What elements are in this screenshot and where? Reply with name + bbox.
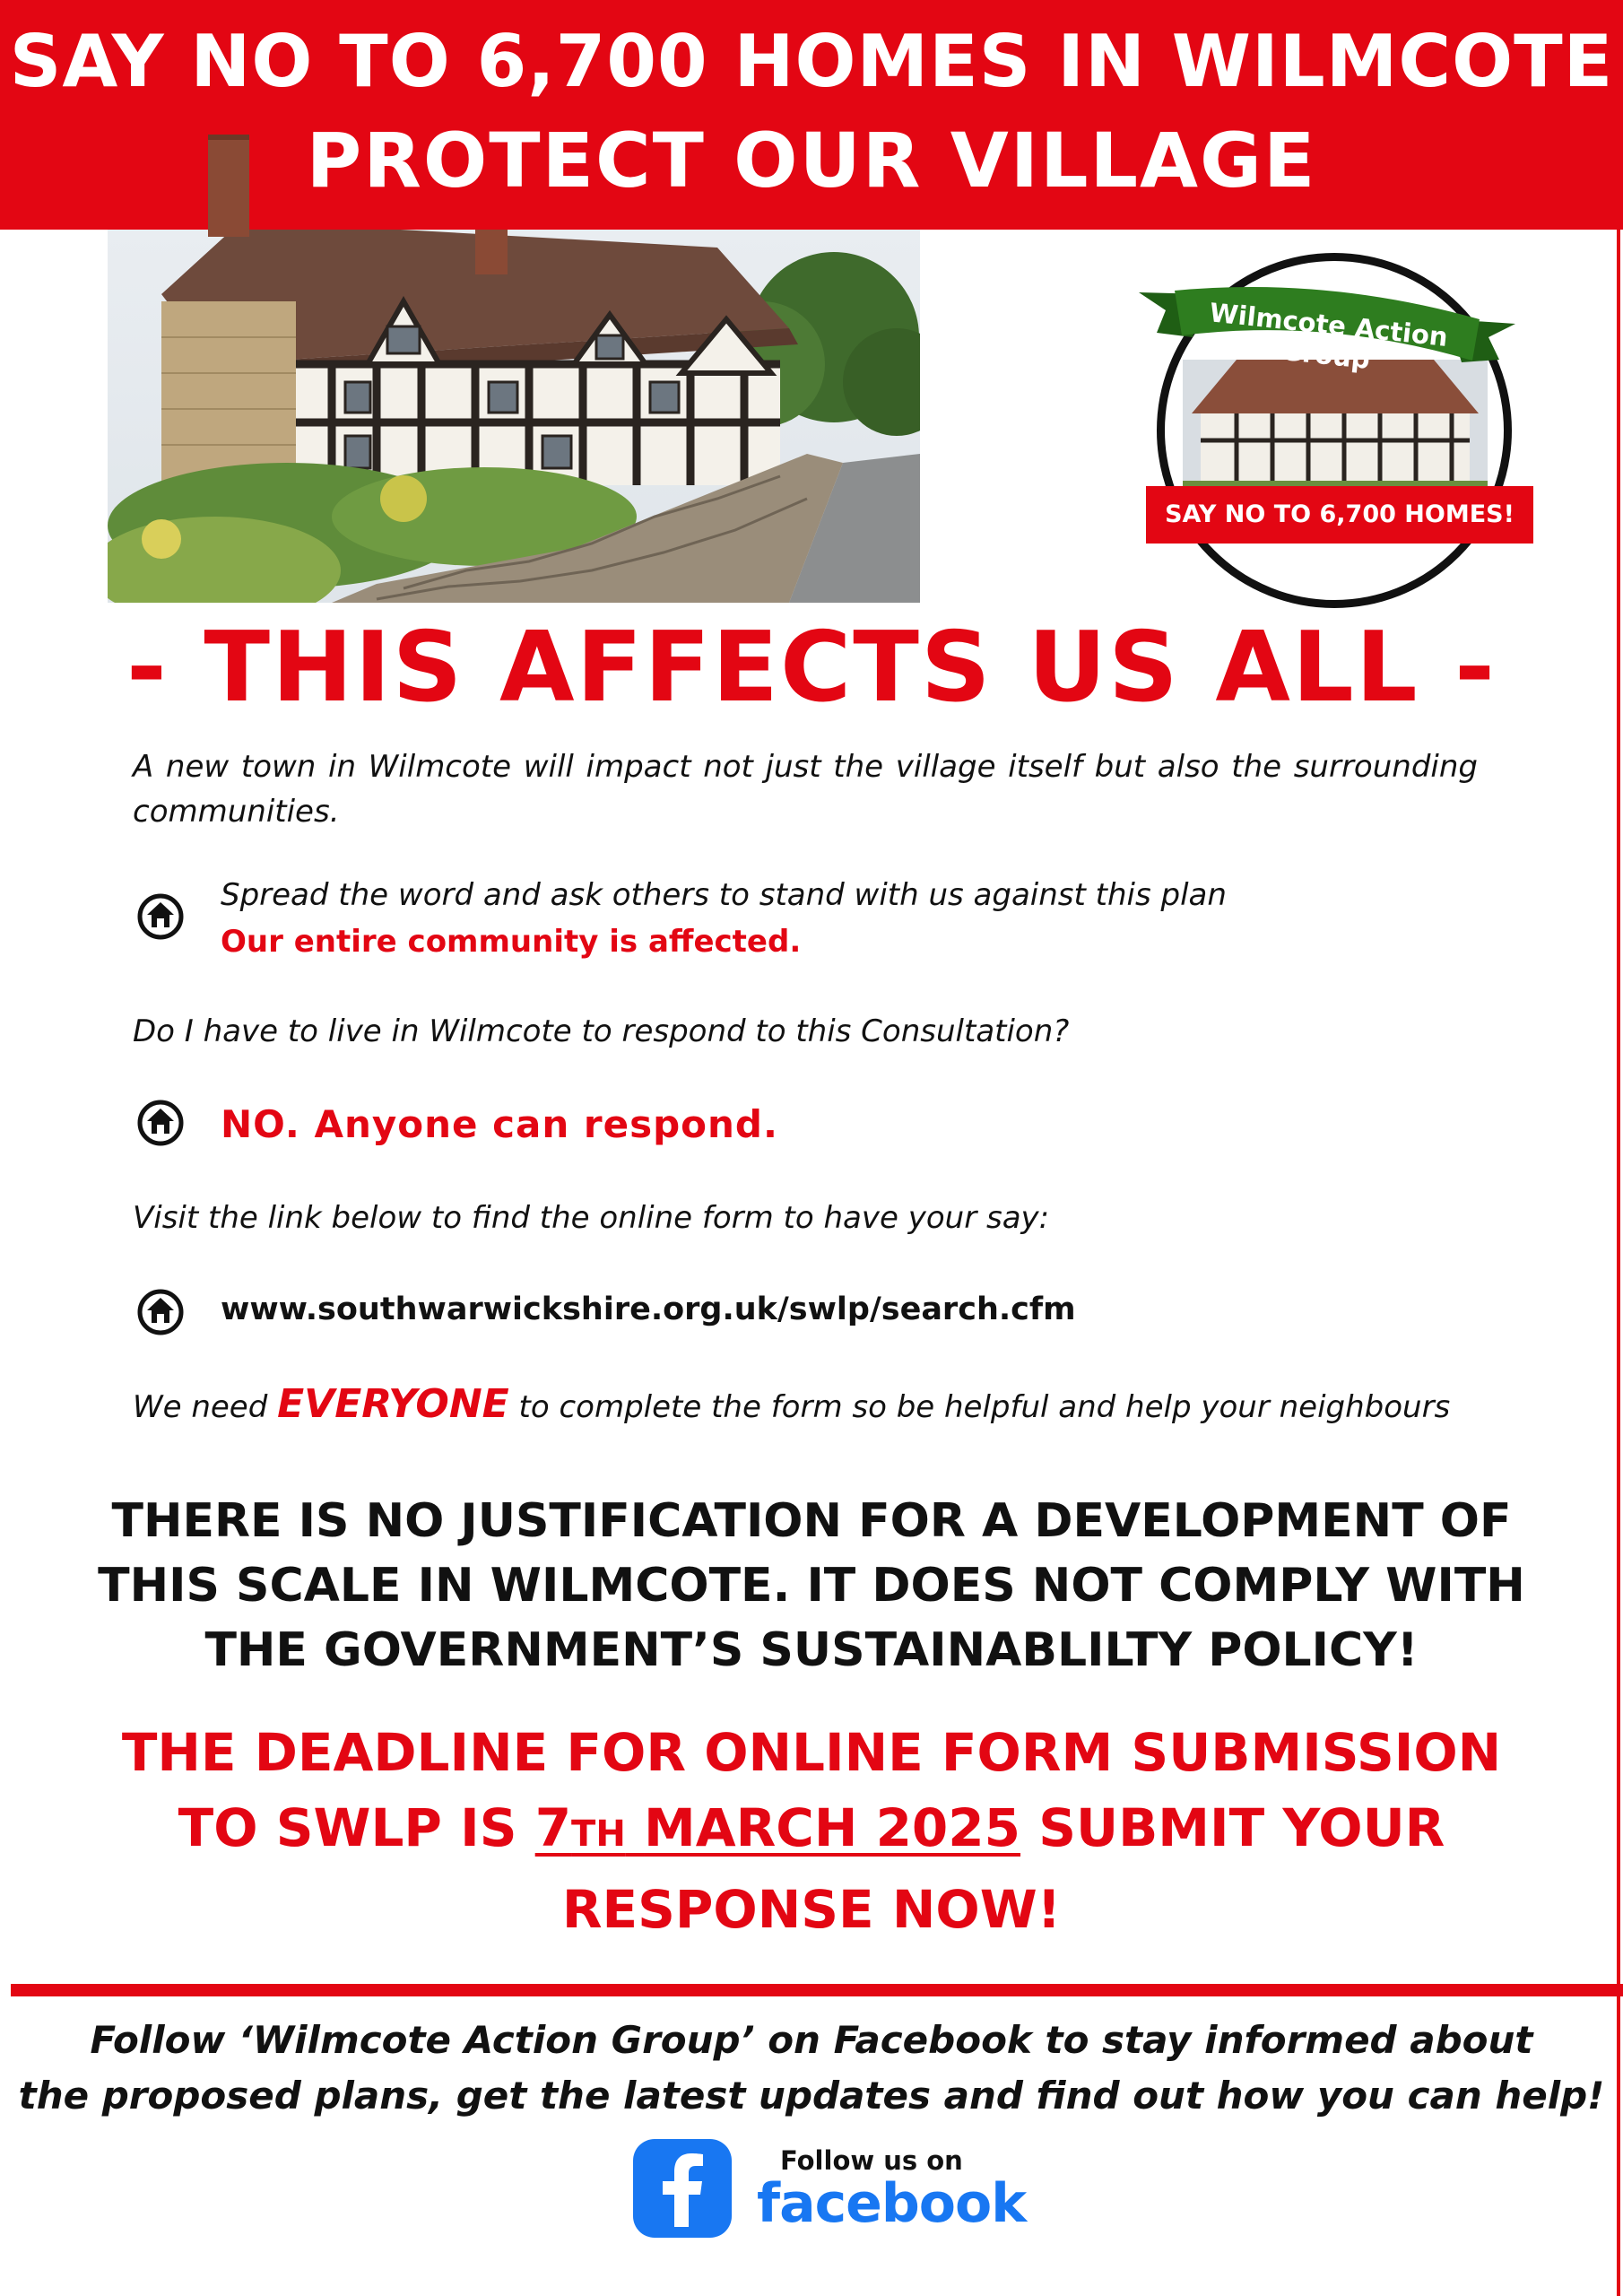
facebook-follow-label: Follow us on bbox=[780, 2145, 963, 2176]
house-bullet-icon bbox=[136, 1288, 185, 1336]
deadline-pre: TO SWLP IS bbox=[178, 1797, 517, 1858]
deadline-block bbox=[0, 1715, 1623, 1947]
affects-headline: - THIS AFFECTS US ALL - bbox=[126, 612, 1497, 724]
need-before: We need bbox=[133, 1389, 268, 1425]
facebook-icon[interactable] bbox=[633, 2139, 732, 2238]
follow-line-1: Follow ‘Wilmcote Action Group’ on Facebook to stay informed about bbox=[90, 2018, 1533, 2062]
deadline-month-year: MARCH 2025 bbox=[644, 1797, 1021, 1858]
headline-line-2: PROTECT OUR VILLAGE bbox=[306, 117, 1317, 204]
logo-banner: SAY NO TO 6,700 HOMES! bbox=[1146, 486, 1533, 544]
deadline-line-3: RESPONSE NOW! bbox=[561, 1879, 1062, 1940]
chimney bbox=[208, 135, 249, 237]
house-bullet-icon bbox=[136, 892, 185, 941]
deadline-day-suffix: TH bbox=[571, 1813, 626, 1855]
justification-line-2: THIS SCALE IN WILMCOTE. IT DOES NOT COMPLY WITH bbox=[98, 1559, 1525, 1613]
question-text: Do I have to live in Wilmcote to respond to this Consultation? bbox=[133, 1013, 1070, 1049]
deadline-post: SUBMIT YOUR bbox=[1038, 1797, 1445, 1858]
intro-paragraph: A new town in Wilmcote will impact not just the village itself but also the surrounding communities. bbox=[133, 749, 1478, 830]
consultation-link[interactable]: www.southwarwickshire.org.uk/swlp/search.cfm bbox=[221, 1292, 1076, 1327]
deadline-date bbox=[535, 1797, 1020, 1858]
logo-ribbon-text: Wilmcote Action Group bbox=[1208, 297, 1450, 376]
follow-line-2: the proposed plans, get the latest updates and find out how you can help! bbox=[18, 2074, 1605, 2118]
justification-line-3: THE GOVERNMENT’S SUSTAINABLILTY POLICY! bbox=[204, 1623, 1419, 1677]
house-bullet-icon bbox=[136, 1099, 185, 1147]
need-emphasis: EVERYONE bbox=[277, 1381, 509, 1427]
deadline-day: 7 bbox=[534, 1797, 572, 1858]
need-after: to complete the form so be helpful and help your neighbours bbox=[518, 1389, 1451, 1425]
village-house-photo bbox=[108, 230, 920, 603]
deadline-line-2 bbox=[0, 1790, 1623, 1872]
bullet-spread-text: Spread the word and ask others to stand with us against this plan bbox=[221, 877, 1227, 913]
headline-line-1: SAY NO TO 6,700 HOMES IN WILMCOTE bbox=[9, 20, 1614, 103]
visit-text: Visit the link below to find the online form to have your say: bbox=[133, 1200, 1050, 1236]
answer-text: NO. Anyone can respond. bbox=[221, 1102, 778, 1146]
follow-text bbox=[0, 2013, 1623, 2124]
deadline-line-1: THE DEADLINE FOR ONLINE FORM SUBMISSION bbox=[121, 1722, 1502, 1783]
justification-block bbox=[0, 1489, 1623, 1683]
justification-line-1: THERE IS NO JUSTIFICATION FOR A DEVELOPMENT OF bbox=[111, 1494, 1512, 1548]
bullet-community-text: Our entire community is affected. bbox=[221, 924, 802, 960]
facebook-wordmark[interactable]: facebook bbox=[757, 2172, 1027, 2235]
need-everyone-text bbox=[133, 1381, 1450, 1427]
section-divider bbox=[11, 1984, 1623, 1996]
